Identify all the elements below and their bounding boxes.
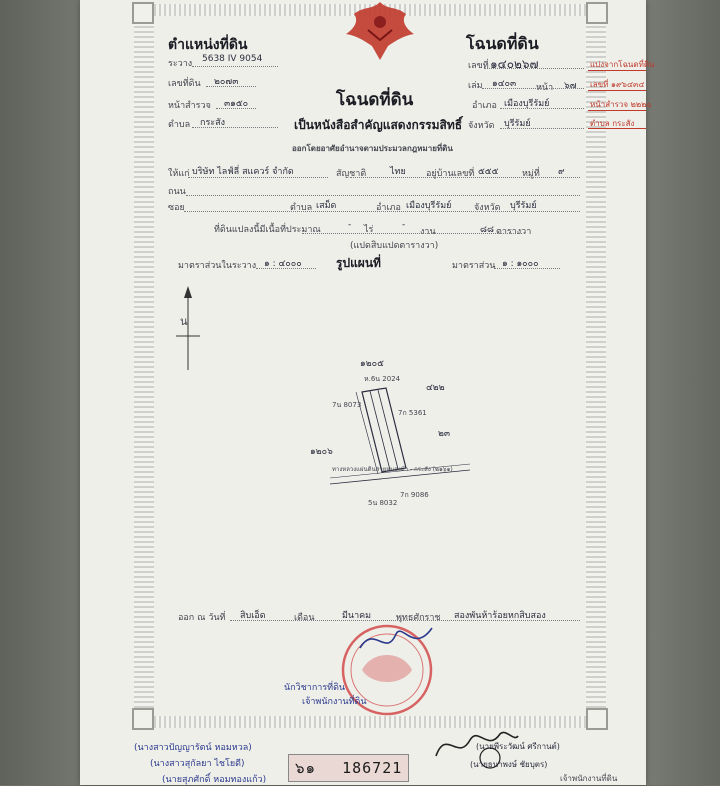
page-label: หน้า (536, 83, 554, 93)
road-label: ถนน (168, 187, 186, 197)
volume-value: ๑๔๐๓ (492, 79, 517, 89)
issued-day: สิบเอ็ด (240, 611, 266, 621)
tambon-label: ตำบล (290, 203, 313, 213)
survey-page-label: หน้าสำรวจ (168, 101, 211, 111)
serial-prefix: ๖๑ (295, 759, 317, 777)
signature-left-2: (นางสาวสุกัลยา ไชโยดี) (150, 759, 245, 769)
boundary-pin-top: ห.6น 2024 (364, 375, 401, 383)
month-label: เดือน (294, 613, 315, 623)
land-no-value: ๒๐๗๓ (214, 77, 239, 87)
land-title-deed (80, 0, 655, 785)
background-right (640, 0, 720, 785)
boundary-pin-left: 7น 8073 (332, 401, 362, 409)
map-scale-label: มาตราส่วน (452, 261, 496, 271)
province-value: บุรีรัมย์ (504, 119, 531, 129)
tambon-value: เสม็ด (316, 201, 337, 211)
map-title: รูปแผนที่ (336, 256, 381, 270)
boundary-pin-right: 7ก 5361 (398, 409, 427, 417)
signature-right-2: (นายธนาพงษ์ ชัยบุตร) (470, 760, 548, 769)
nationality-label: สัญชาติ (336, 169, 367, 179)
sheet-label: ระวาง (168, 59, 193, 69)
survey-page-value: ๓๑๕๐ (224, 99, 249, 109)
volume-label: เล่ม (468, 81, 483, 91)
issued-month: มีนาคม (342, 611, 372, 621)
sheet-value: 5638 IV 9054 (202, 54, 263, 64)
serial-number-box (288, 754, 409, 782)
officer-label: นักวิชาการที่ดิน (284, 683, 346, 693)
deed-number-label: เลขที่ (468, 61, 489, 71)
moo-value: ๙ (558, 167, 565, 177)
signature-right-1: (นายพีระวัฒน์ ศรีกานต์) (476, 742, 560, 751)
land-no-label: เลขที่ดิน (168, 79, 201, 89)
page-value: ๖๗ (564, 81, 577, 91)
year-label: พุทธศักราช (396, 613, 441, 623)
signature-left-3: (นายสุภศักดิ์ หอมทองแก้ว) (162, 775, 267, 785)
changwat-label: จังหวัด (474, 203, 501, 213)
sheet-scale-label: มาตราส่วนในระวาง (178, 261, 257, 271)
boundary-pin-bottom-left: 5น 8032 (368, 499, 398, 507)
rai-label: ไร่ (364, 225, 374, 235)
map-scale-value: ๑ : ๑๐๐๐ (502, 259, 539, 269)
area-ngan: - (402, 220, 406, 230)
sqwa-label: ตารางวา (496, 227, 532, 237)
issued-label: ออก ณ วันที่ (178, 613, 226, 623)
area-sqwa: ๘๘ (480, 225, 494, 235)
subdistrict-label: ตำบล (168, 120, 191, 130)
area-label: ที่ดินแปลงนี้มีเนื้อที่ประมาณ (214, 225, 321, 235)
changwat-value: บุรีรัมย์ (510, 201, 537, 211)
adjacent-parcel-right-2: ๒๓ (438, 429, 451, 439)
district-value: เมืองบุรีรัมย์ (504, 99, 550, 109)
boundary-pin-bottom-right: 7ก 9086 (400, 491, 429, 499)
signature-left-1: (นางสาวปัญญารัตน์ หอมหวล) (134, 743, 252, 753)
owner-name: บริษัท ไลฟ์ลี่ สแควร์ จำกัด (192, 167, 294, 177)
subdistrict-value: กระสัง (200, 118, 226, 128)
soi-label: ซอย (168, 203, 185, 213)
province-label: จังหวัด (468, 121, 495, 131)
north-label: น (180, 315, 188, 328)
area-rai: - (348, 220, 352, 230)
ngan-label: งาน (420, 227, 436, 237)
moo-label: หมู่ที่ (522, 169, 540, 179)
district-label: อำเภอ (472, 101, 497, 111)
address-label: อยู่บ้านเลขที่ (426, 169, 475, 179)
officer-signature-icon (356, 618, 436, 664)
adjacent-parcel-top: ๑๒๐๕ (360, 359, 384, 369)
amphoe-value: เมืองบุรีรัมย์ (406, 201, 452, 211)
legal-basis: ออกโดยอาศัยอำนาจตามประมวลกฎหมายที่ดิน (292, 144, 453, 153)
serial-number: 186721 (342, 759, 403, 777)
house-no: ๕๕๕ (478, 167, 499, 177)
background-left (0, 0, 80, 785)
given-to-label: ให้แก่ (168, 169, 190, 179)
area-in-words: (แปดสิบแปดตารางวา) (350, 241, 439, 251)
margin-note-4: ตำบล กระสัง (590, 119, 635, 128)
officer-role: เจ้าพนักงานที่ดิน (302, 697, 367, 707)
adjacent-parcel-left: ๑๒๐๖ (310, 447, 333, 457)
road-label: ทางหลวงแผ่นดินสายหนองม้า - กระสัง (๒๑๖๑) (332, 466, 453, 473)
margin-note-3: หน้าสำรวจ ๒๒๒๐ (590, 100, 652, 109)
signature-right-title: เจ้าพนักงานที่ดิน (560, 774, 618, 783)
margin-note-2: เลขที่ ๑๙๖๔๓๔ (590, 80, 645, 89)
issued-year: สองพันห้าร้อยหกสิบสอง (454, 611, 546, 621)
adjacent-parcel-right: ๔๒๒ (426, 383, 445, 393)
nationality-value: ไทย (390, 167, 406, 177)
deed-title: โฉนดที่ดิน (466, 34, 539, 53)
deed-number-value: ๑๔๐๒๖๗ (490, 57, 539, 71)
location-title: ตำแหน่งที่ดิน (168, 37, 248, 53)
subtitle: เป็นหนังสือสำคัญแสดงกรรมสิทธิ์ (294, 118, 463, 132)
margin-note-1: แบ่งจากโฉนดที่ดิน (590, 60, 655, 69)
main-title: โฉนดที่ดิน (336, 90, 414, 110)
amphoe-label: อำเภอ (376, 203, 401, 213)
sheet-scale-value: ๑ : ๔๐๐๐ (264, 259, 302, 269)
